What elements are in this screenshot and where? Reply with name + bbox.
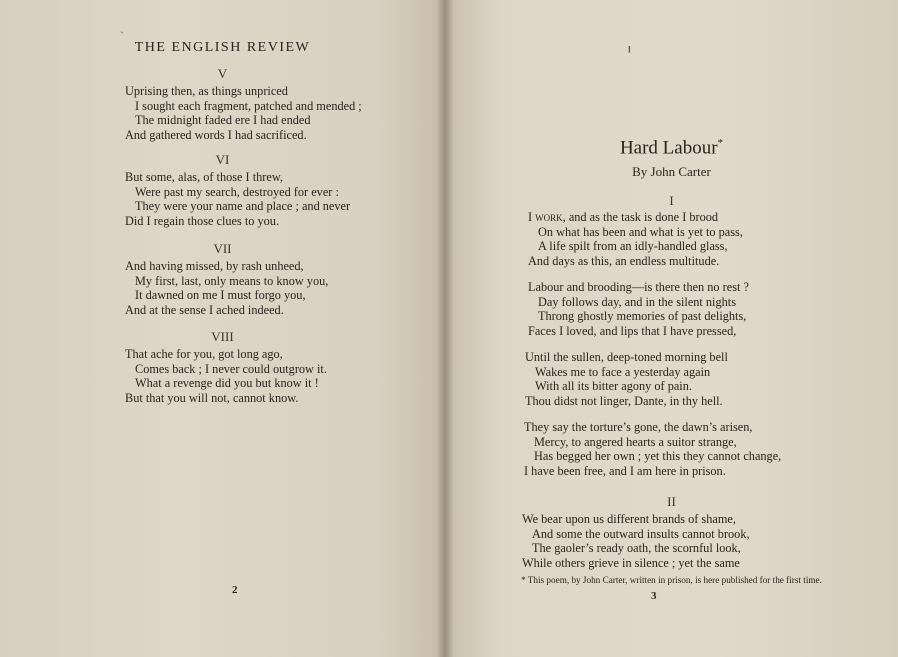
part-numeral-ii: II (667, 494, 676, 509)
verse-line: I sought each fragment, patched and mended ; (135, 98, 362, 113)
section-numeral-v: V (217, 66, 228, 81)
verse-line: Wakes me to face a yesterday again (535, 364, 711, 379)
verse-line: Labour and brooding—is there then no rest ? (528, 280, 749, 294)
verse-line: And having missed, by rash unheed, (125, 259, 304, 273)
verse-line: The midnight faded ere I had ended (135, 113, 311, 128)
poem-title-text: Hard Labour (619, 137, 718, 159)
running-head: THE ENGLISH REVIEW (134, 40, 311, 55)
section-numeral-viii: VIII (211, 329, 234, 344)
stanza-v (125, 84, 362, 142)
verse-line: What a revenge did you but know it ! (135, 376, 319, 391)
verse-line: And some the outward insults cannot brook, (532, 526, 750, 541)
poem-title (445, 137, 898, 159)
verse-line: Comes back ; I never could outgrow it. (135, 361, 327, 376)
verse-line: Uprising then, as things unpriced (125, 84, 288, 98)
stanza-vii (125, 259, 328, 317)
book-gutter (436, 0, 454, 657)
verse-line: Were past my search, destroyed for ever : (135, 184, 339, 199)
section-numeral-vii: VII (213, 241, 232, 256)
verse-line: And days as this, an endless multitude. (528, 253, 720, 268)
verse-line: They say the torture’s gone, the dawn’s arisen, (524, 420, 753, 434)
stanza-2 (528, 280, 749, 338)
verse-line: Has begged her own ; yet this they cannot change, (534, 449, 782, 464)
verse-line: It dawned on me I must forgo you, (135, 288, 306, 303)
verse-line: They were your name and place ; and never (135, 199, 351, 214)
page-number-right: 3 (651, 590, 657, 602)
verse-line: My first, last, only means to know you, (135, 273, 329, 288)
opening-word: I work, (528, 210, 566, 224)
verse-line: On what has been and what is yet to pass, (538, 224, 743, 239)
stanza-4 (524, 420, 781, 478)
left-page (0, 0, 445, 657)
stanza-5 (522, 512, 750, 570)
verse-line: A life spilt from an idly-handled glass, (538, 239, 728, 254)
verse-line: And gathered words I had sacrificed. (125, 127, 307, 142)
verse-line: Until the sullen, deep-toned morning bell (525, 350, 728, 364)
stanza-1 (528, 210, 743, 268)
verse-line: Mercy, to angered hearts a suitor strange, (534, 434, 737, 449)
stanza-3 (525, 350, 728, 408)
ink-speck: ˎ (120, 20, 124, 34)
verse-line: Throng ghostly memories of past delights, (538, 309, 747, 324)
footnote: * This poem, by John Carter, written in prison, is here published for the first time. (521, 575, 822, 585)
verse-line: But some, alas, of those I threw, (125, 170, 284, 184)
verse-line: While others grieve in silence ; yet the same (522, 555, 740, 570)
stanza-viii (125, 347, 327, 405)
opening-line-rest: and as the task is done I brood (565, 210, 719, 224)
right-page (445, 0, 898, 657)
footnote-marker: * (717, 137, 724, 149)
verse-line: Did I regain those clues to you. (125, 213, 280, 228)
verse-line: The gaoler’s ready oath, the scornful look, (532, 541, 741, 556)
page-number-left: 2 (232, 584, 238, 596)
verse-line: We bear upon us different brands of shame, (522, 512, 736, 526)
verse-line: With all its bitter agony of pain. (535, 379, 692, 394)
byline: By John Carter (632, 164, 711, 179)
verse-line: That ache for you, got long ago, (125, 347, 283, 361)
verse-line: And at the sense I ached indeed. (125, 302, 284, 317)
section-numeral-vi: VI (215, 152, 230, 167)
ink-speck: ˡ (628, 44, 631, 61)
verse-line: I have been free, and I am here in prison. (524, 463, 726, 478)
part-numeral-i: I (669, 193, 674, 208)
verse-line (528, 210, 743, 225)
verse-line: Faces I loved, and lips that I have pressed, (528, 323, 737, 338)
verse-line: Day follows day, and in the silent nights (538, 294, 736, 309)
verse-line: Thou didst not linger, Dante, in thy hell. (525, 393, 723, 408)
verse-line: But that you will not, cannot know. (125, 390, 299, 405)
stanza-vi (125, 170, 350, 228)
